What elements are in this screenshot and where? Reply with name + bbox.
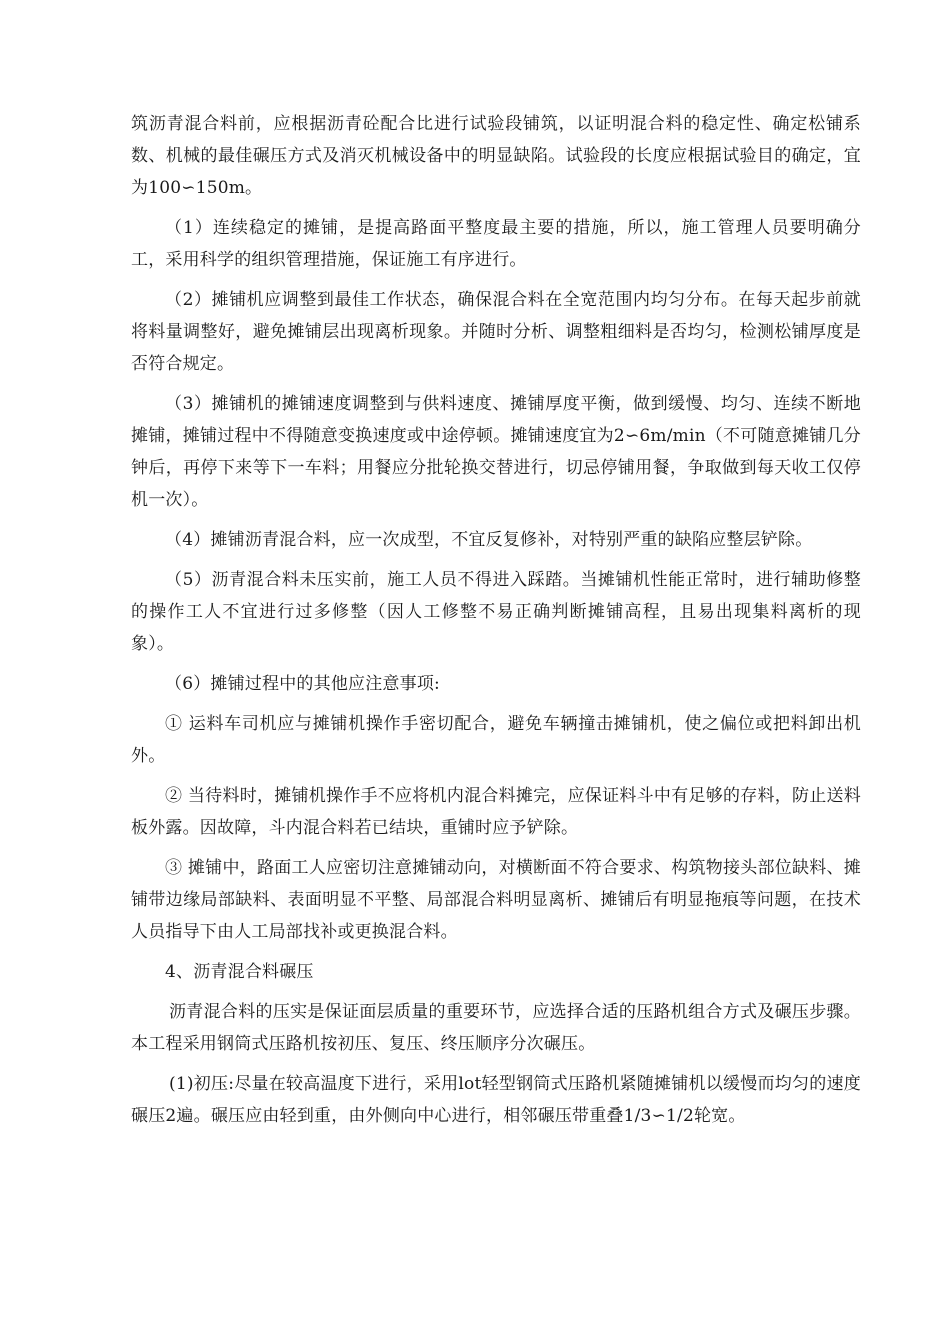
document-body xyxy=(131,108,861,1140)
paragraph-item-6: （6）摊铺过程中的其他应注意事项: xyxy=(165,674,440,694)
paragraph-note-1: ① 运料车司机应与摊铺机操作手密切配合，避免车辆撞击摊铺机，使之偏位或把料卸出机外。 xyxy=(131,714,861,766)
paragraph-trial-section: 筑沥青混合料前，应根据沥青砼配合比进行试验段铺筑，以证明混合料的稳定性、确定松铺系数、机械的最佳碾压方式及消灭机械设备中的明显缺陷。试验段的长度应根据试验目的确定，宜为100∽150m。 xyxy=(131,114,861,198)
paragraph-note-2: ② 当待料时，摊铺机操作手不应将机内混合料摊完，应保证料斗中有足够的存料，防止送料板外露。因故障，斗内混合料若已结块，重铺时应予铲除。 xyxy=(131,786,861,838)
paragraph-note-3: ③ 摊铺中，路面工人应密切注意摊铺动向，对横断面不符合要求、构筑物接头部位缺料、摊铺带边缘局部缺料、表面明显不平整、局部混合料明显离析、摊铺后有明显拖痕等问题，在技术人员指导下由人工局部找补或更换混合料。 xyxy=(131,858,861,942)
paragraph-item-1: （1）连续稳定的摊铺，是提高路面平整度最主要的措施，所以，施工管理人员要明确分工，采用科学的组织管理措施，保证施工有序进行。 xyxy=(131,218,861,270)
paragraph-initial-rolling: (1)初压:尽量在较高温度下进行，采用lot轻型钢筒式压路机紧随摊铺机以缓慢而均匀的速度碾压2遍。碾压应由轻到重，由外侧向中心进行，相邻碾压带重叠1/3∽1/2轮宽。 xyxy=(131,1074,861,1126)
paragraph-item-3: （3）摊铺机的摊铺速度调整到与供料速度、摊铺厚度平衡，做到缓慢、均匀、连续不断地摊铺，摊铺过程中不得随意变换速度或中途停顿。摊铺速度宜为2∽6m/min（不可随意摊铺几分钟后，再停下来等下一车料；用餐应分批轮换交替进行，切忌停铺用餐，争取做到每天收工仅停机一次）。 xyxy=(131,394,861,510)
section-heading-rolling: 4、沥青混合料碾压 xyxy=(165,962,314,982)
paragraph-item-5: （5）沥青混合料未压实前，施工人员不得进入踩踏。当摊铺机性能正常时，进行辅助修整的操作工人不宜进行过多修整（因人工修整不易正确判断摊铺高程，且易出现集料离析的现象）。 xyxy=(131,570,861,654)
paragraph-item-2: （2）摊铺机应调整到最佳工作状态，确保混合料在全宽范围内均匀分布。在每天起步前就将料量调整好，避免摊铺层出现离析现象。并随时分析、调整粗细料是否均匀，检测松铺厚度是否符合规定。 xyxy=(131,290,861,374)
paragraph-rolling-intro: 沥青混合料的压实是保证面层质量的重要环节，应选择合适的压路机组合方式及碾压步骤。本工程采用钢筒式压路机按初压、复压、终压顺序分次碾压。 xyxy=(131,1002,861,1054)
paragraph-item-4: （4）摊铺沥青混合料，应一次成型，不宜反复修补，对特别严重的缺陷应整层铲除。 xyxy=(165,530,813,550)
